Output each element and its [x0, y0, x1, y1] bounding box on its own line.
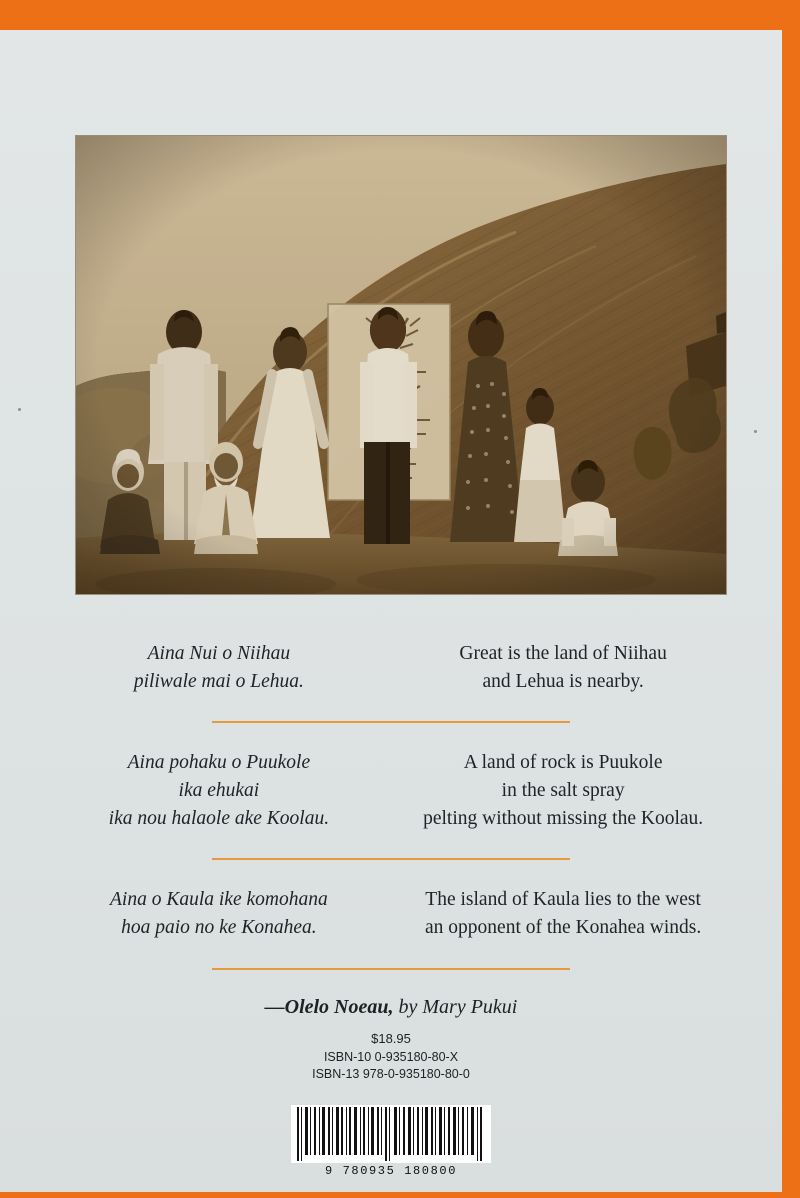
photograph-image: [76, 136, 726, 594]
right-orange-band: [782, 0, 800, 1198]
verse-divider-3: [212, 968, 570, 970]
verse-divider-1: [212, 721, 570, 723]
barcode-area: [281, 1105, 501, 1178]
verse-1-hawaiian-line-1: Aina Nui o Niihau: [147, 643, 291, 664]
verse-2-hawaiian: [60, 749, 378, 832]
cover-photograph: [76, 136, 726, 594]
bottom-orange-band: [0, 1192, 800, 1198]
verse-2-hawaiian-line-3: ika nou halaole ake Koolau.: [108, 807, 330, 829]
verse-1-english-line-2: and Lehua is nearby.: [482, 670, 644, 692]
barcode-image: [291, 1105, 491, 1163]
verse-2: [60, 749, 722, 832]
attribution-author: by Mary Pukui: [393, 995, 518, 1018]
verse-3-english-line-1: The island of Kaula lies to the west: [425, 889, 701, 911]
isbn-13: ISBN-13 978-0-935180-80-0: [312, 1066, 470, 1081]
verse-2-english-line-1: A land of rock is Puukole: [463, 752, 663, 774]
verse-1-hawaiian-line-2: piliwale mai o Lehua.: [133, 670, 304, 692]
verse-3-hawaiian: [60, 886, 378, 941]
verse-divider-2: [212, 858, 570, 860]
verse-list: [60, 640, 722, 1083]
verse-2-hawaiian-line-1: Aina pohaku o Puukole: [127, 752, 311, 774]
attribution-source: Olelo Noeau,: [284, 995, 394, 1018]
verse-3-english: [404, 886, 722, 941]
paper-speck: [754, 430, 757, 433]
isbn-10: ISBN-10 0-935180-80-X: [323, 1049, 459, 1064]
verse-1-hawaiian: [60, 640, 378, 695]
barcode-number: 9 780935 180800: [324, 1164, 458, 1178]
verse-2-english-line-2: in the salt spray: [501, 780, 625, 802]
attribution-dash: —: [264, 995, 285, 1018]
verse-3-english-line-2: an opponent of the Konahea winds.: [425, 917, 702, 939]
top-orange-band: [0, 0, 800, 30]
verse-3-hawaiian-line-2: hoa paio no ke Konahea.: [121, 917, 317, 939]
price: $18.95: [371, 1030, 411, 1046]
verse-1: [60, 640, 722, 695]
isbn-block: [60, 1049, 722, 1083]
verse-2-english-line-3: pelting without missing the Koolau.: [423, 807, 704, 829]
verse-1-english: [404, 640, 722, 695]
attribution: [60, 996, 722, 1019]
verse-2-hawaiian-line-2: ika ehukai: [178, 780, 260, 802]
verse-2-english: [404, 749, 722, 832]
verse-3: [60, 886, 722, 941]
cover-panel: [0, 30, 782, 1192]
verse-1-english-line-1: Great is the land of Niihau: [459, 643, 667, 664]
verse-3-hawaiian-line-1: Aina o Kaula ike komohana: [110, 889, 328, 911]
paper-speck: [18, 408, 21, 411]
